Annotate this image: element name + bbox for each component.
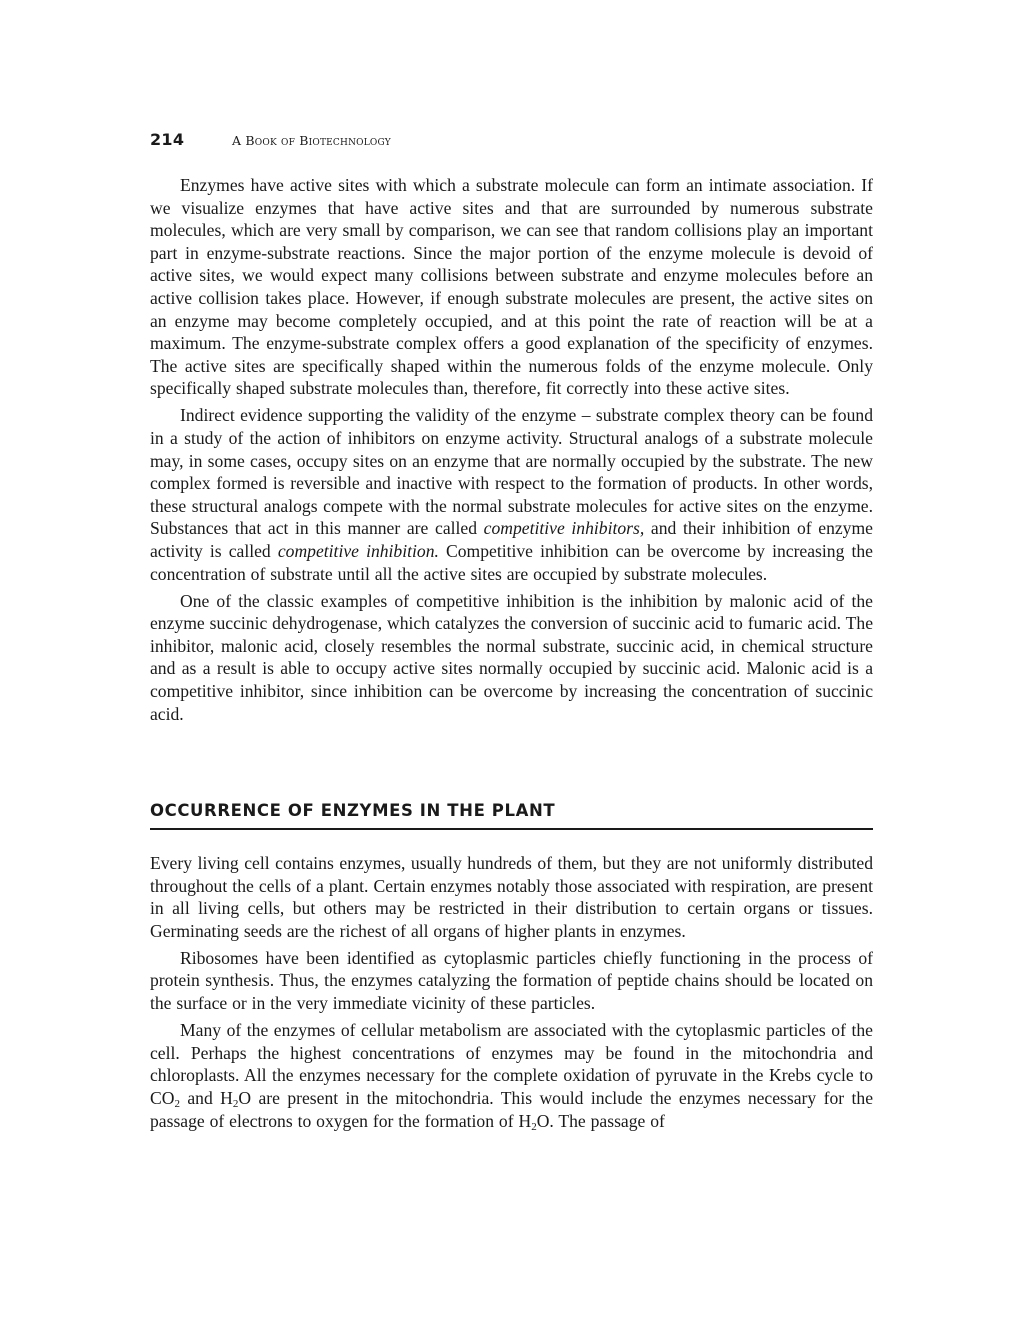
paragraph-text: and their inhibition of enzyme activity is called bbox=[150, 518, 873, 561]
paragraph bbox=[150, 1019, 873, 1132]
section-title: OCCURRENCE OF ENZYMES IN THE PLANT bbox=[150, 801, 556, 820]
paragraph: Ribosomes have been identified as cytoplasmic particles chiefly functioning in the process of protein synthesis. Thus, the enzymes catalyzing the formation of peptide chains should be located on the surface or in the very immediate vicinity of these particles. bbox=[150, 947, 873, 1014]
running-title: A Book of Biotechnology bbox=[232, 133, 391, 148]
paragraph: Every living cell contains enzymes, usually hundreds of them, but they are not uniformly distributed throughout the cells of a plant. Certain enzymes notably those associated with respiration, are present in all living cells, but others may be restricted in their distribution to certain organs or tissues. Germinating seeds are the richest of all organs of higher plants in enzymes. bbox=[150, 853, 873, 941]
subscript: 2 bbox=[232, 1097, 239, 1110]
page-number: 214 bbox=[150, 130, 185, 149]
section-body-occurrence bbox=[150, 852, 873, 1137]
paragraph-text: and H bbox=[179, 1087, 233, 1108]
paragraph: One of the classic examples of competitive inhibition is the inhibition by malonic acid of the enzyme succinic dehydrogenase, which catalyzes the conversion of succinic acid to fumaric acid. The inhibitor, malonic acid, closely resembles the normal substrate, succinic acid, in chemical structure and as a result is able to occupy active sites normally occupied by succinic acid. Malonic acid is a competitive inhibitor, since inhibition can be overcome by increasing the concentration of succinic acid. bbox=[150, 590, 873, 724]
paragraph-text: O are present in the mitochondria. This would include the enzymes necessary for the passage of electrons to oxygen for the formation of H bbox=[150, 1087, 873, 1131]
subscript: 2 bbox=[174, 1097, 180, 1110]
paragraph bbox=[150, 404, 873, 585]
paragraph: Enzymes have active sites with which a substrate molecule can form an intimate association. If we visualize enzymes that have active sites and that are surrounded by numerous substrate molecules, which are very small by comparison, we can see that random collisions play an important part in enzyme-substrate reactions. Since the major portion of the enzyme molecule is devoid of active sites, we would expect many collisions between substrate and enzyme molecules before an active collision takes place. However, if enough substrate molecules are present, the active sites on an enzyme may become completely occupied, and at this point the rate of reaction will be at a maximum. The enzyme-substrate complex offers a good explanation of the specificity of enzymes. The active sites are specifically shaped within the numerous folds of the enzyme molecule. Only specifically shaped substrate molecules than, therefore, fit correctly into these active sites. bbox=[150, 175, 873, 399]
paragraph-text: Competitive inhibition can be overcome by increasing the concentration of substrate until all the active sites are occupied by substrate molecules. bbox=[150, 541, 873, 584]
section-heading bbox=[150, 799, 873, 830]
term-competitive-inhibition: competitive inhibition. bbox=[277, 541, 439, 561]
term-competitive-inhibitors: competitive inhibitors, bbox=[483, 518, 645, 539]
subscript: 2 bbox=[531, 1120, 537, 1133]
section-body-active-sites bbox=[150, 174, 873, 730]
paragraph-text: Indirect evidence supporting the validity of the enzyme – substrate complex theory can be found in a study of the action of inhibitors on enzyme activity. Structural analogs of a substrate molecule may, in some cases, occupy sites on an enzyme that are normally occupied by the substrate. The new complex formed is reversible and inactive with respect to the formation of products. In other words, these structural analogs compete with the normal substrate molecules for active sites on the enzyme. Substances that act in this manner are called bbox=[150, 405, 873, 539]
paragraph-text: O. The passage of bbox=[536, 1110, 665, 1131]
paragraph-text: Many of the enzymes of cellular metabolism are associated with the cytoplasmic particles of the cell. Perhaps the highest concentrations of enzymes may be found in the mitochondria and chloroplasts. All the enzymes necessary for the complete oxidation of pyruvate in the Krebs cycle to CO bbox=[150, 1020, 873, 1108]
page-header bbox=[150, 130, 873, 154]
